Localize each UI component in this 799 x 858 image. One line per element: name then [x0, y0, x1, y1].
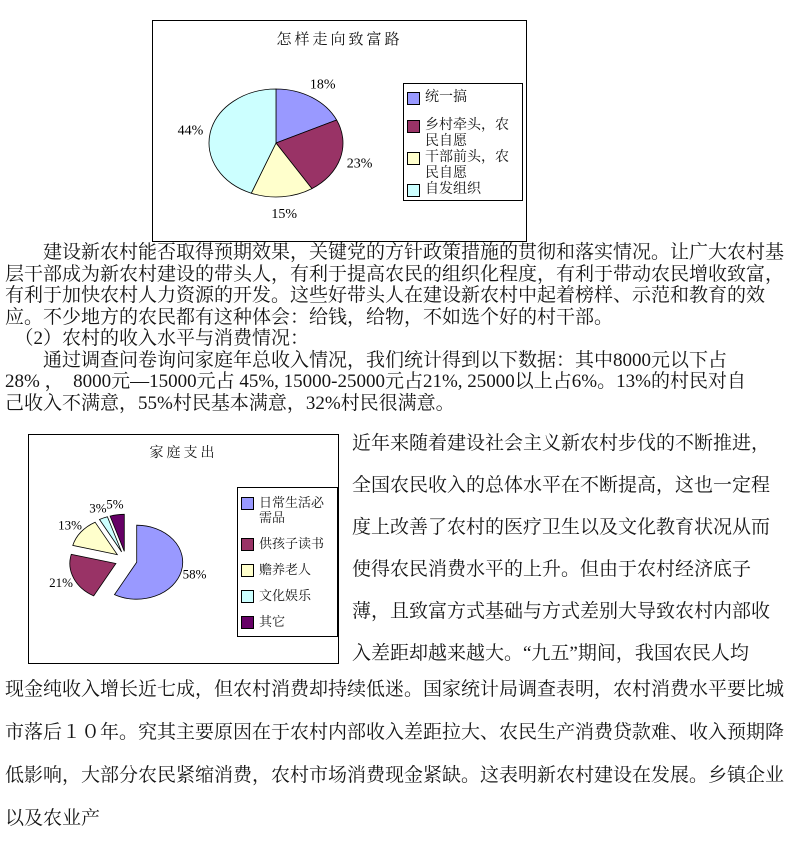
- pie-slice-label: 44%: [177, 123, 204, 139]
- text-line: 有利于加快农村人力资源的开发。这些好带头人在建设新农村中起着榜样、示范和教育的效: [5, 285, 766, 306]
- legend-label: 日常生活必需品: [259, 495, 325, 525]
- pie-slice-label: 5%: [106, 496, 124, 512]
- text-line: 以及农业产: [5, 808, 101, 829]
- text-line: 近年来随着建设社会主义新农村步伐的不断推进，: [352, 433, 771, 454]
- paragraph-block-top: [5, 242, 797, 414]
- text-line: 层干部成为新农村建设的带头人，有利于提高农民的组织化程度，有利于带动农民增收致富，: [5, 263, 785, 285]
- pie-chart-how-to-wealth: [152, 20, 527, 242]
- legend-label: 自发组织: [425, 182, 481, 197]
- pie-slice: [115, 525, 183, 599]
- text-line: 建设新农村能否取得预期效果，关键党的方针政策措施的贯彻和落实情况。让广大农村基: [5, 242, 785, 263]
- paragraph-block-beside-chart: [352, 423, 798, 675]
- legend-swatch: [407, 152, 420, 165]
- legend-swatch: [241, 538, 254, 551]
- section-heading: （2）农村的收入水平与消费情况：: [5, 328, 310, 349]
- pie-slice-label: 13%: [58, 517, 83, 533]
- legend-item: [241, 588, 334, 603]
- legend-swatch: [241, 564, 254, 577]
- legend-item: [407, 182, 519, 198]
- pie-slice-label: 58%: [182, 566, 207, 582]
- legend-swatch: [407, 92, 420, 105]
- text-line: 现金纯收入增长近七成，但农村消费却持续低迷。国家统计局调查表明，农村消费水平要比城: [5, 679, 785, 700]
- legend-item: [241, 536, 334, 551]
- legend-label: 文化娱乐: [259, 588, 312, 603]
- legend-label: 其它: [259, 614, 286, 629]
- legend-label: 统一搞: [425, 90, 467, 105]
- legend-swatch: [241, 616, 254, 629]
- legend-swatch: [241, 590, 254, 603]
- text-line: 入差距却越来越大。“九五”期间，我国农民人均: [352, 643, 749, 664]
- text-line: 低影响，大部分农民紧缩消费，农村市场消费现金紧缺。这表明新农村建设在发展。乡镇企业: [5, 765, 785, 786]
- legend-item: [407, 150, 519, 182]
- pie-slice-label: 21%: [49, 575, 73, 591]
- legend-item: [407, 90, 519, 106]
- text-line: 薄，且致富方式基础与方式差别大导致农村内部收: [352, 601, 771, 622]
- chart1-legend: [403, 83, 523, 201]
- chart1-title: 怎样走向致富路: [276, 32, 403, 48]
- pie-slice: [70, 554, 116, 596]
- legend-label: 乡村牵头，农民自愿: [425, 118, 509, 149]
- text-line: 度上改善了农村的医疗卫生以及文化教育状况从而: [352, 517, 771, 538]
- text-line: 市落后１０年。究其主要原因在于农村内部收入差距拉大、农民生产消费贷款难、收入预期降: [5, 722, 785, 743]
- chart2-title: 家庭支出: [149, 446, 218, 461]
- legend-swatch: [407, 120, 420, 133]
- legend-item: [241, 495, 334, 525]
- text-line: 应。不少地方的农民都有这种体会：给钱，给物，不如选个好的村干部。: [5, 306, 614, 328]
- legend-item: [241, 562, 334, 577]
- pie-slice-label: 18%: [309, 77, 336, 93]
- pie-slice-label: 23%: [346, 156, 373, 172]
- text-line: 全国农民收入的总体水平在不断提高，这也一定程: [352, 475, 771, 496]
- pie-chart-family-expenses: [28, 434, 339, 664]
- text-line: 通过调查问卷询问家庭年总收入情况，我们统计得到以下数据：其中8000元以下占: [5, 349, 728, 371]
- text-line: 28% ， 8000元—15000元占 45%, 15000-25000元占21%, 25000以上占6%。13%的村民对自: [5, 371, 746, 392]
- legend-label: 赡养老人: [259, 562, 312, 577]
- legend-item: [407, 118, 519, 150]
- text-line: 己收入不满意，55%村民基本满意，32%村民很满意。: [5, 392, 455, 414]
- legend-label: 供孩子读书: [259, 536, 325, 551]
- legend-item: [241, 614, 334, 629]
- pie-slice-label: 15%: [271, 206, 298, 222]
- chart2-legend: [237, 487, 338, 637]
- paragraph-block-bottom: [5, 668, 797, 840]
- legend-label: 干部前头，农民自愿: [425, 150, 509, 181]
- legend-swatch: [241, 497, 254, 510]
- legend-swatch: [407, 184, 420, 197]
- text-line: 使得农民消费水平的上升。但由于农村经济底子: [352, 559, 752, 580]
- pie-slice-label: 3%: [89, 500, 107, 516]
